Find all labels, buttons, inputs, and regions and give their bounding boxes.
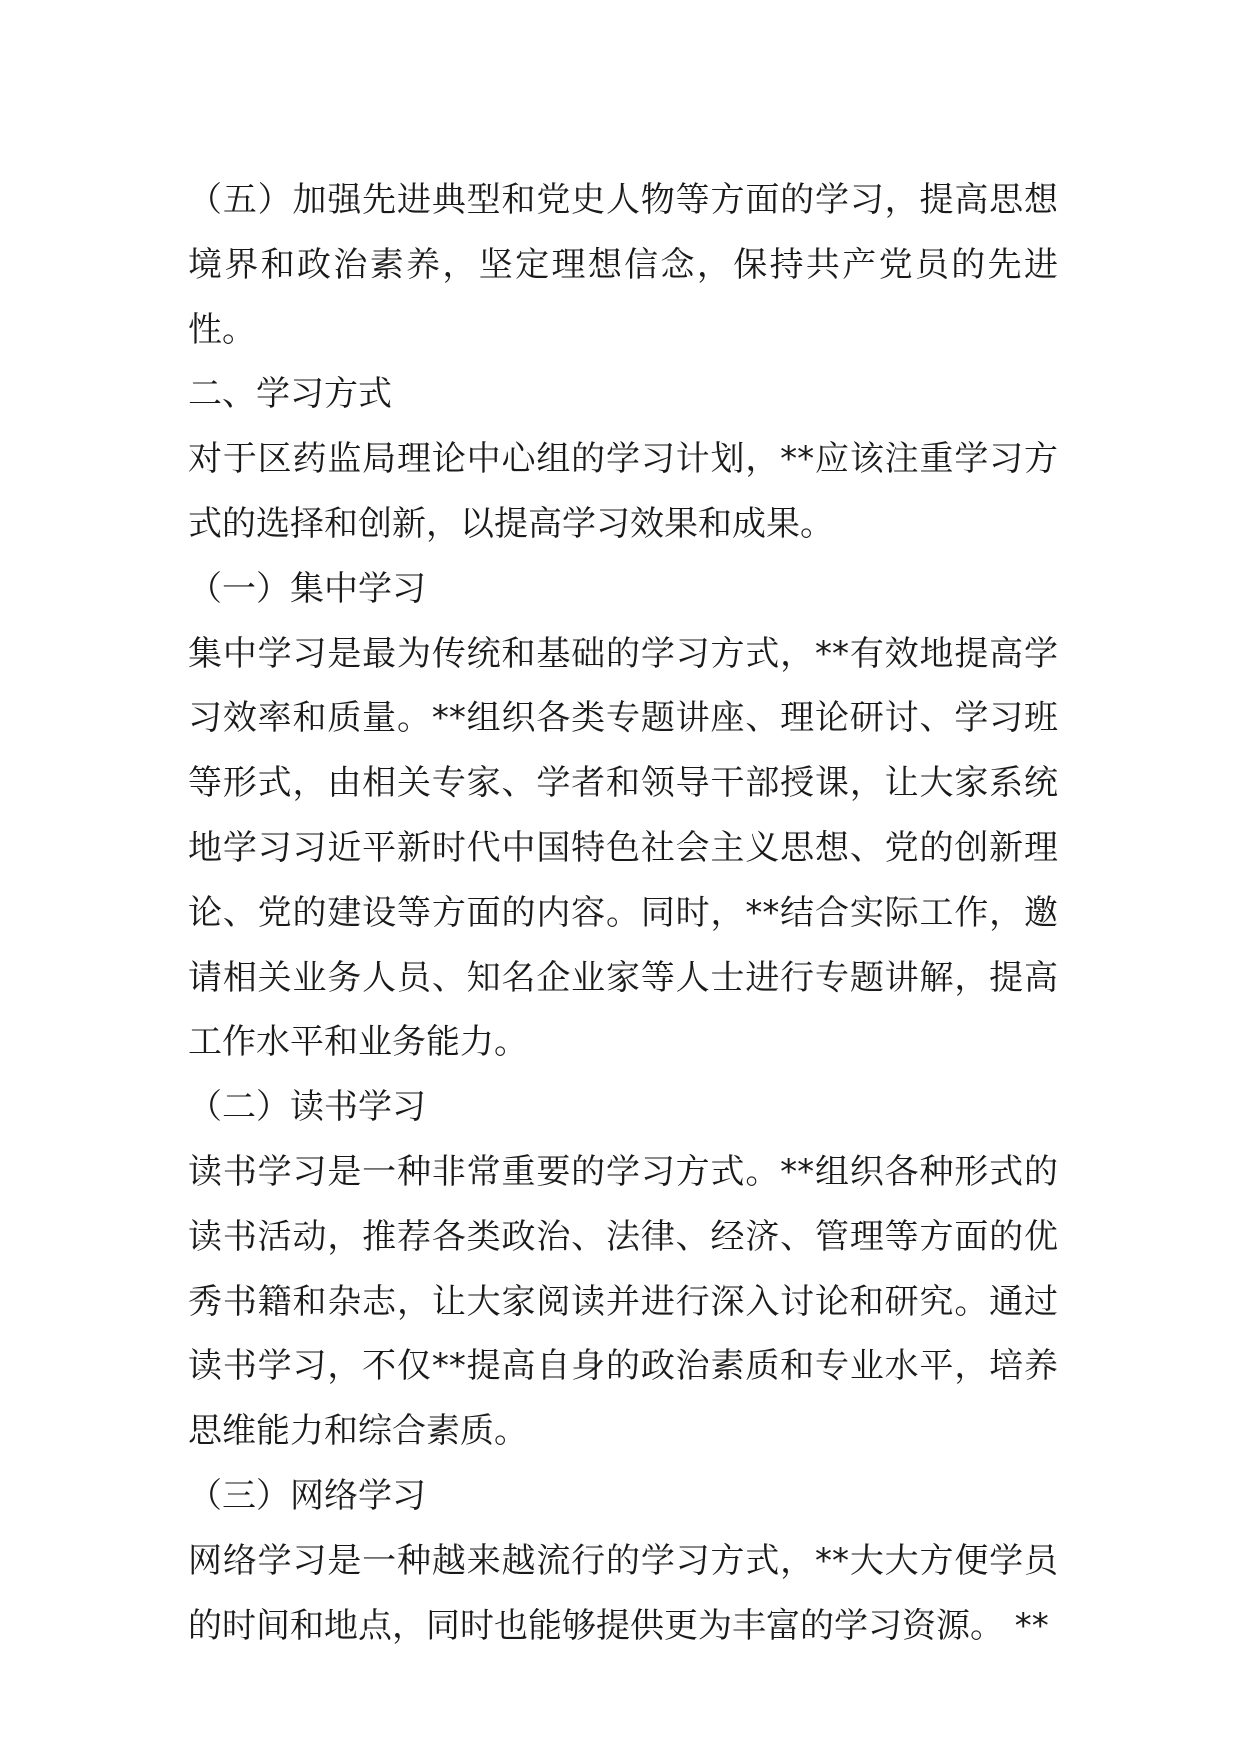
- paragraph-online-learning: 网络学习是一种越来越流行的学习方式，**大大方便学员的时间和地点，同时也能够提供更为丰富的学习资源。 **: [188, 1540, 1058, 1646]
- heading-learning-methods: 二、学习方式: [188, 374, 392, 415]
- document-body: [188, 168, 1058, 1658]
- paragraph-centralized-learning: 集中学习是最为传统和基础的学习方式，**有效地提高学习效率和质量。**组织各类专题讲座、理论研讨、学习班等形式，由相关专家、学者和领导干部授课，让大家系统地学习习近平新时代中国特色社会主义思想、党的创新理论、党的建设等方面的内容。同时，**结合实际工作，邀请相关业务人员、知名企业家等人士进行专题讲解，提高工作水平和业务能力。: [188, 633, 1058, 1063]
- subheading-reading-learning: （二）读书学习: [188, 1087, 426, 1128]
- paragraph-section-five: （五）加强先进典型和党史人物等方面的学习，提高思想境界和政治素养，坚定理想信念，保持共产党员的先进性。: [188, 180, 1058, 350]
- subheading-online-learning: （三）网络学习: [188, 1475, 426, 1516]
- paragraph-learning-methods-intro: 对于区药监局理论中心组的学习计划，**应该注重学习方式的选择和创新，以提高学习效果和成果。: [188, 439, 1058, 544]
- paragraph-reading-learning: 读书学习是一种非常重要的学习方式。**组织各种形式的读书活动，推荐各类政治、法律、经济、管理等方面的优秀书籍和杂志，让大家阅读并进行深入讨论和研究。通过读书学习，不仅**提高自身的政治素质和专业水平，培养思维能力和综合素质。: [188, 1151, 1058, 1452]
- subheading-centralized-learning: （一）集中学习: [188, 568, 426, 609]
